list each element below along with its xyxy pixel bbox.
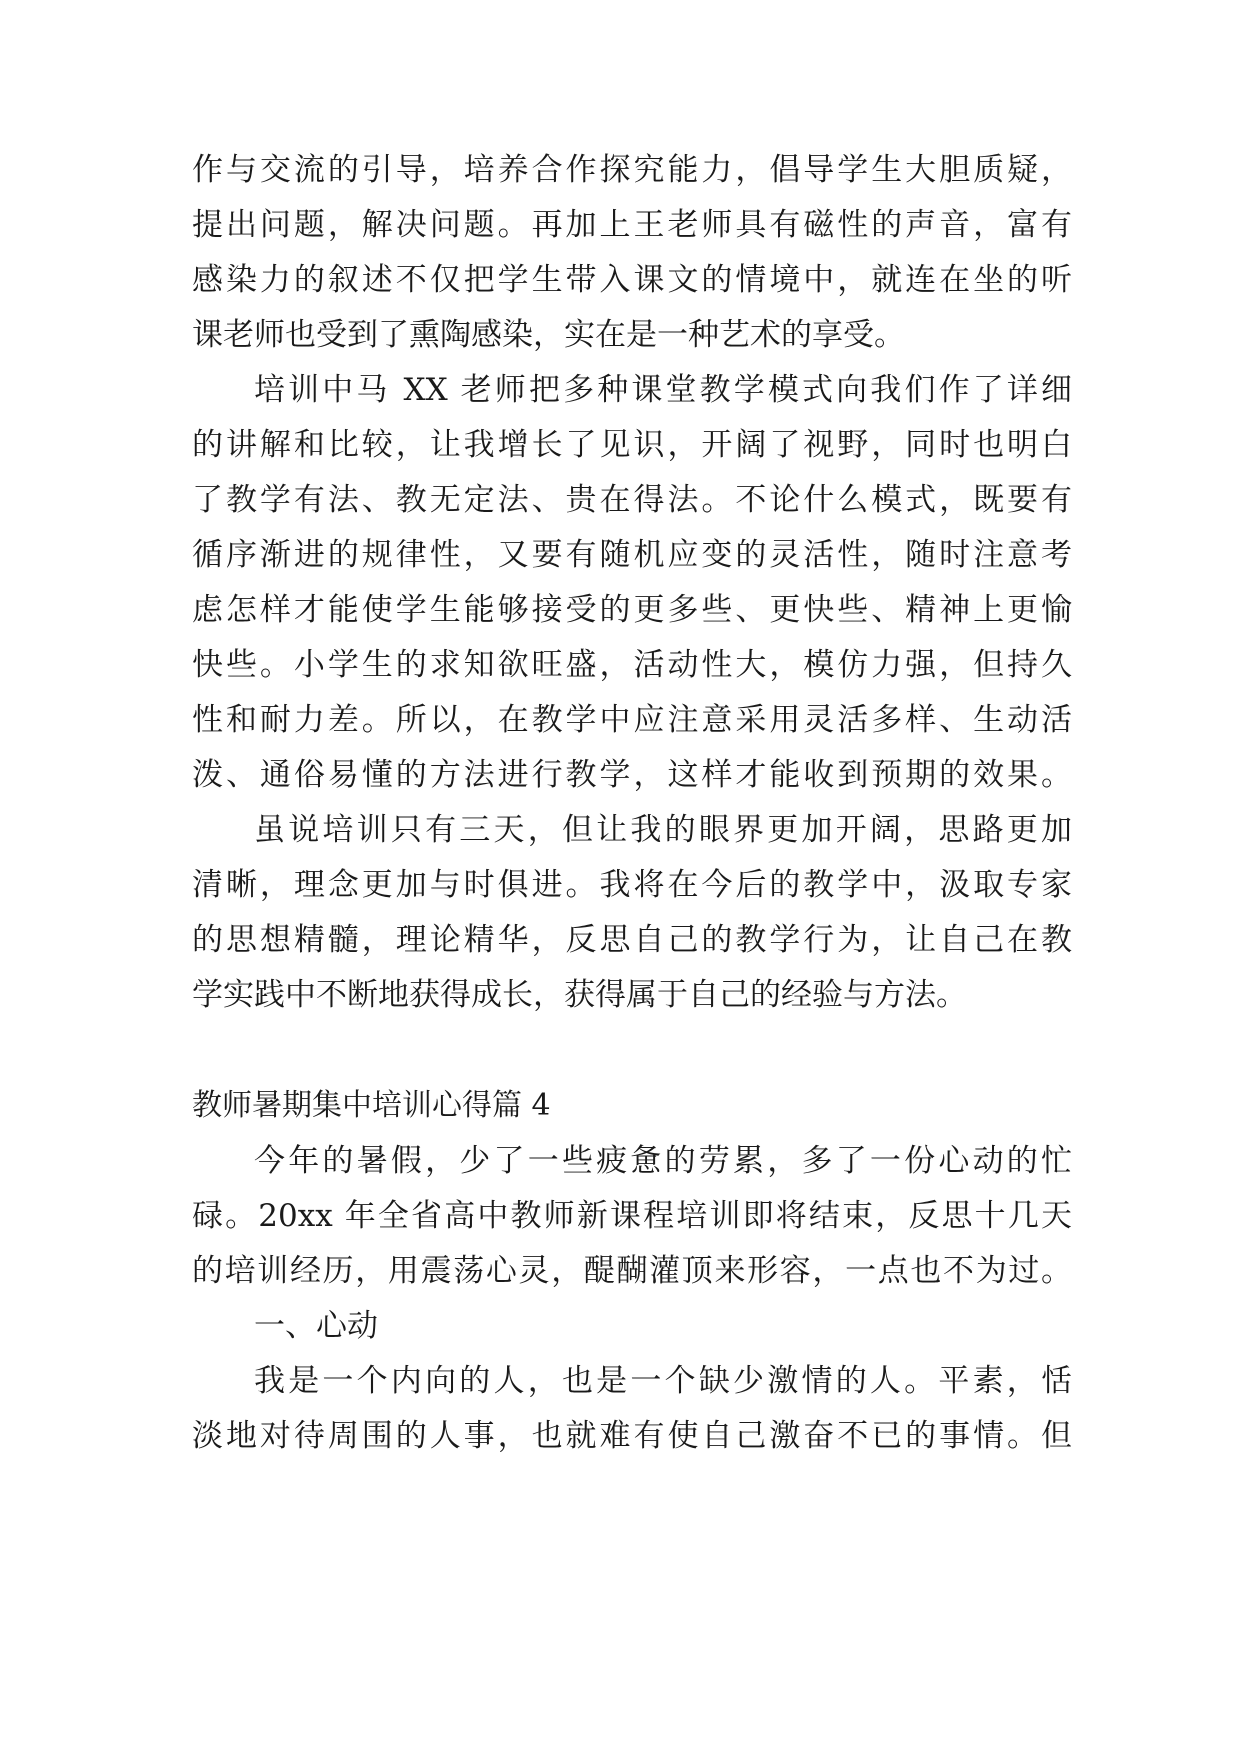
section-paragraph-1-line-2: 碌。20xx 年全省高中教师新课程培训即将结束，反思十几天 [192,1198,1072,1234]
paragraph-3-line-2: 清晰，理念更加与时俱进。我将在今后的教学中，汲取专家 [192,867,1072,903]
paragraph-3-line-1: 虽说培训只有三天，但让我的眼界更加开阔，思路更加 [254,812,1072,848]
paragraph-2-line-3: 了教学有法、教无定法、贵在得法。不论什么模式，既要有 [192,482,1072,518]
paragraph-3-line-4: 学实践中不断地获得成长，获得属于自己的经验与方法。 [192,977,967,1013]
paragraph-2-line-8: 泼、通俗易懂的方法进行教学，这样才能收到预期的效果。 [192,757,1072,793]
paragraph-2-line-6: 快些。小学生的求知欲旺盛，活动性大，模仿力强，但持久 [192,647,1072,683]
paragraph-2-line-2: 的讲解和比较，让我增长了见识，开阔了视野，同时也明白 [192,427,1072,463]
paragraph-2-line-1: 培训中马 XX 老师把多种课堂教学模式向我们作了详细 [254,372,1072,408]
paragraph-2-line-5: 虑怎样才能使学生能够接受的更多些、更快些、精神上更愉 [192,592,1072,628]
section-paragraph-1-line-1: 今年的暑假，少了一些疲惫的劳累，多了一份心动的忙 [254,1143,1072,1179]
section-title: 教师暑期集中培训心得篇 4 [192,1088,551,1123]
subheading-xindong: 一、心动 [254,1308,378,1344]
paragraph-1-line-2: 提出问题，解决问题。再加上王老师具有磁性的声音，富有 [192,207,1072,243]
section-paragraph-3-line-1: 我是一个内向的人，也是一个缺少激情的人。平素，恬 [254,1363,1072,1399]
paragraph-2-line-4: 循序渐进的规律性，又要有随机应变的灵活性，随时注意考 [192,537,1072,573]
paragraph-2-line-7: 性和耐力差。所以，在教学中应注意采用灵活多样、生动活 [192,702,1072,738]
paragraph-3-line-3: 的思想精髓，理论精华，反思自己的教学行为，让自己在教 [192,922,1072,958]
section-paragraph-1-line-3: 的培训经历，用震荡心灵，醍醐灌顶来形容，一点也不为过。 [192,1253,1072,1289]
section-paragraph-3-line-2: 淡地对待周围的人事，也就难有使自己激奋不已的事情。但 [192,1418,1072,1454]
paragraph-1-line-4: 课老师也受到了熏陶感染，实在是一种艺术的享受。 [192,317,905,353]
paragraph-1-line-3: 感染力的叙述不仅把学生带入课文的情境中，就连在坐的听 [192,262,1072,298]
paragraph-1-line-1: 作与交流的引导，培养合作探究能力，倡导学生大胆质疑， [192,152,1072,188]
